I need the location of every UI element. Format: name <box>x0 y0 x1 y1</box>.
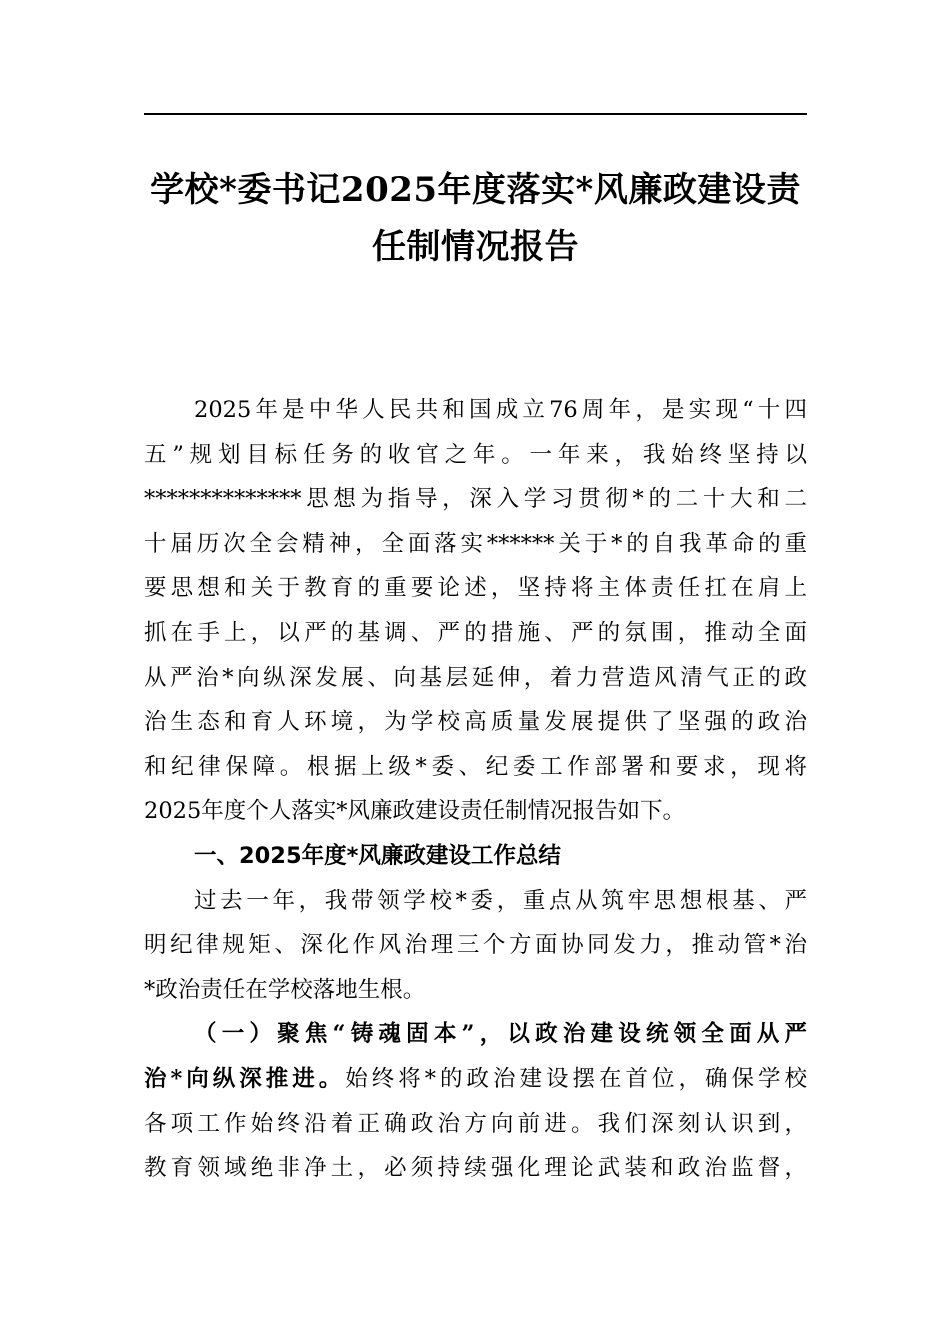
subsection-heading-end: 治*向纵深推进。 <box>144 1065 346 1092</box>
title-line: 学校*委书记2025年度落实*风廉政建设责 <box>150 170 801 210</box>
intro-line: 抓在手上，以严的基调、严的措施、严的氛围，推动全面 <box>144 619 807 646</box>
subsection-text: 始终将*的政治建设摆在首位，确保学校 <box>345 1065 807 1092</box>
intro-line: 治生态和育人环境，为学校高质量发展提供了坚强的政治 <box>144 709 807 736</box>
intro-line: 要思想和关于教育的重要论述，坚持将主体责任扛在肩上 <box>144 575 807 602</box>
subsection-line <box>144 1057 807 1102</box>
intro-line: 十届历次全会精神，全面落实******关于*的自我革命的重 <box>144 530 807 557</box>
intro-line: **************思想为指导，深入学习贯彻*的二十大和二 <box>144 486 807 513</box>
section-heading: 一、2025年度*风廉政建设工作总结 <box>194 842 561 869</box>
summary-line: 过去一年，我带领学校*委，重点从筑牢思想根基、严 <box>194 887 807 914</box>
intro-line: 2025年度个人落实*风廉政建设责任制情况报告如下。 <box>144 798 686 825</box>
subsection-line: 教育领域绝非净土，必须持续强化理论武装和政治监督， <box>144 1155 807 1182</box>
title-line: 任制情况报告 <box>372 227 579 267</box>
intro-line: 2025年是中华人民共和国成立76周年，是实现“十四 <box>194 397 807 423</box>
summary-line: *政治责任在学校落地生根。 <box>144 976 426 1003</box>
summary-line: 明纪律规矩、深化作风治理三个方面协同发力，推动管*治 <box>144 932 807 959</box>
document-body <box>144 388 807 1191</box>
header-rule <box>144 113 807 115</box>
intro-line: 五”规划目标任务的收官之年。一年来，我始终坚持以 <box>144 441 807 468</box>
document-title <box>144 162 807 276</box>
subsection-heading: （一）聚焦“铸魂固本”，以政治建设统领全面从严 <box>194 1021 807 1048</box>
subsection-line: 各项工作始终沿着正确政治方向前进。我们深刻认识到， <box>144 1110 807 1137</box>
intro-line: 从严治*向纵深发展、向基层延伸，着力营造风清气正的政 <box>144 664 807 691</box>
intro-line: 和纪律保障。根据上级*委、纪委工作部署和要求，现将 <box>144 753 807 780</box>
